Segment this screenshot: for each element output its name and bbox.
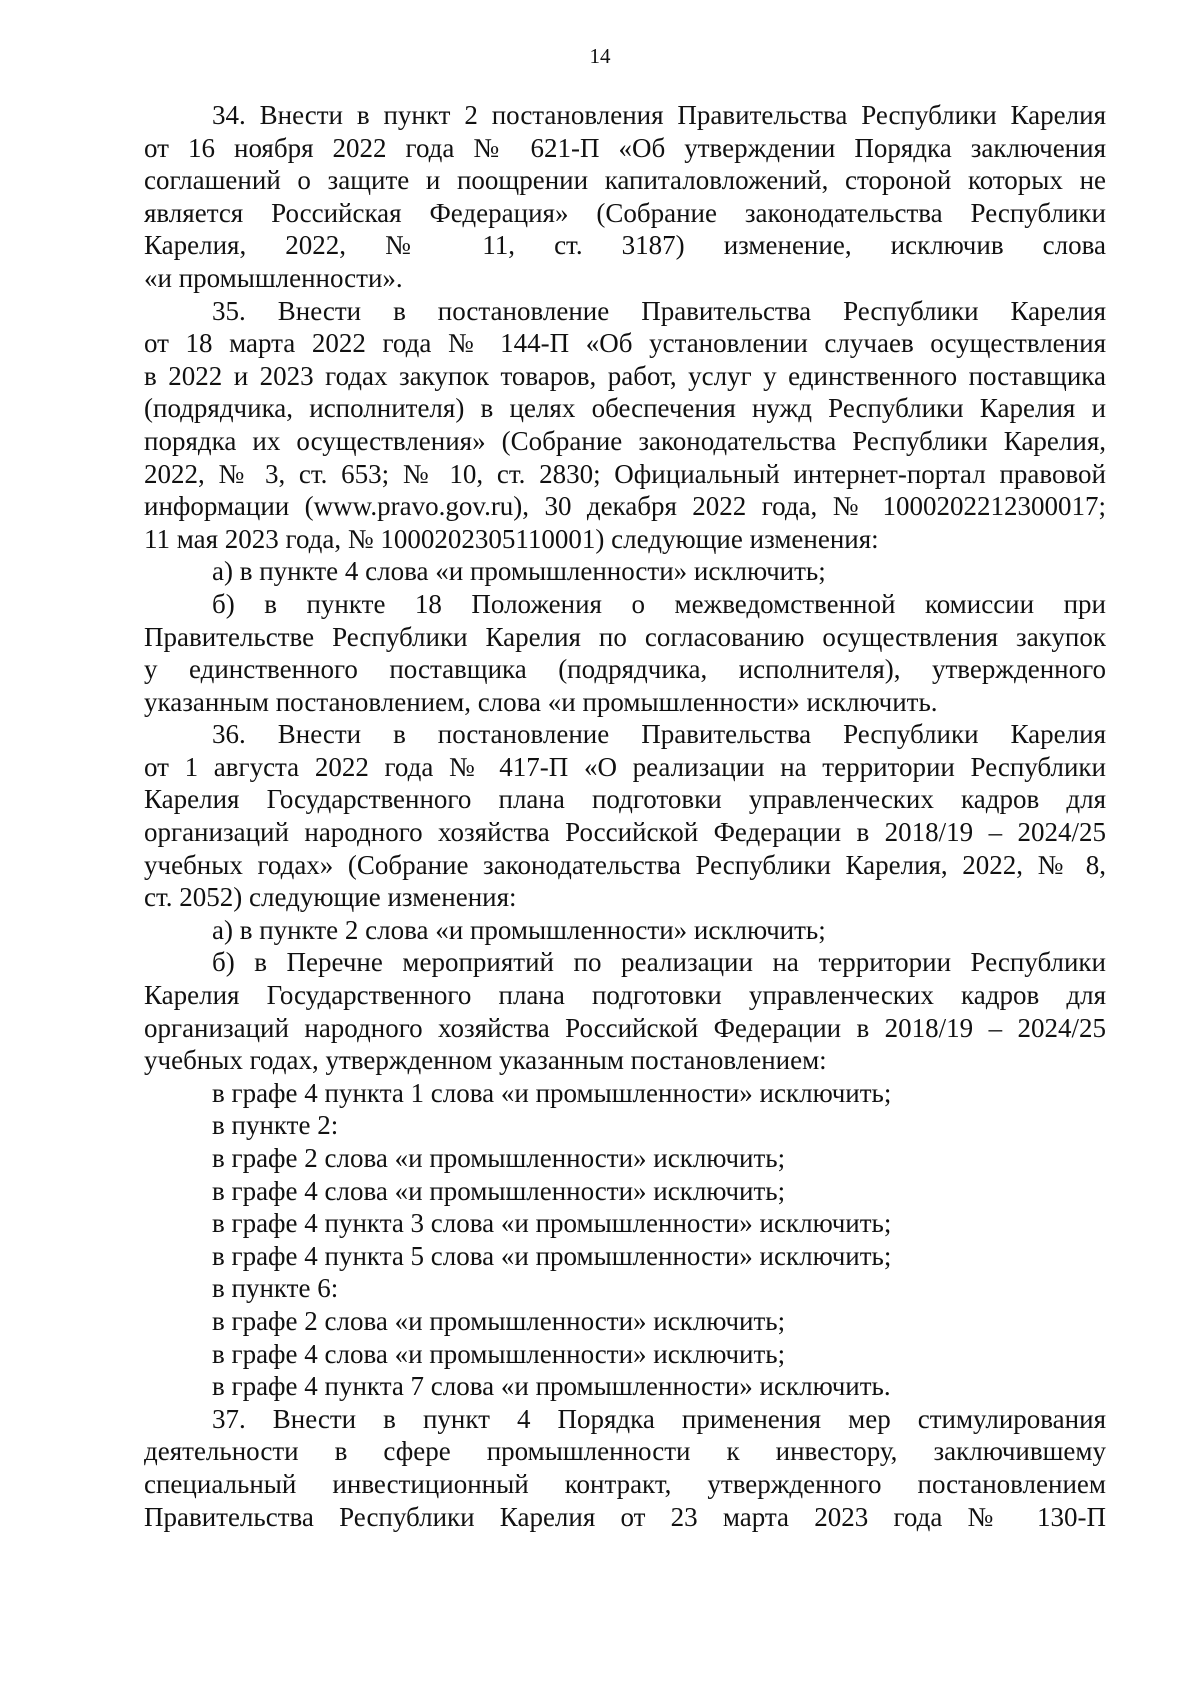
text-line: порядка их осуществления» (Собрание законодательства Республики Карелия, — [144, 425, 1106, 456]
text-line: 2022, № 3, ст. 653; № 10, ст. 2830; Официальный интернет-портал правовой — [144, 458, 1106, 489]
text-line: Правительстве Республики Карелия по согласованию осуществления закупок — [144, 621, 1106, 652]
text-line: в графе 4 слова «и промышленности» исключить; — [212, 1175, 786, 1206]
text-line: Карелия, 2022, № 11, ст. 3187) изменение, исключив слова — [144, 230, 1106, 261]
text-line: от 18 марта 2022 года № 144-П «Об установлении случаев осуществления — [144, 328, 1106, 359]
text-line: 34. Внести в пункт 2 постановления Правительства Республики Карелия — [212, 100, 1106, 130]
text-line: в графе 2 слова «и промышленности» исключить; — [212, 1305, 786, 1336]
text-line: 11 мая 2023 года, № 1000202305110001) следующие изменения: — [144, 523, 879, 554]
text-line: специальный инвестиционный контракт, утвержденного постановлением — [144, 1468, 1106, 1499]
text-line: в 2022 и 2023 годах закупок товаров, работ, услуг у единственного поставщика — [144, 360, 1106, 391]
text-line: 36. Внести в постановление Правительства Республики Карелия — [212, 719, 1106, 750]
text-line: у единственного поставщика (подрядчика, исполнителя), утвержденного — [144, 654, 1106, 685]
text-line: а) в пункте 2 слова «и промышленности» исключить; — [212, 914, 826, 945]
text-line: деятельности в сфере промышленности к инвестору, заключившему — [144, 1436, 1106, 1467]
text-line: в графе 4 пункта 3 слова «и промышленности» исключить; — [212, 1208, 892, 1239]
text-line: ст. 2052) следующие изменения: — [144, 882, 517, 913]
text-line: в графе 4 пункта 7 слова «и промышленности» исключить. — [212, 1371, 891, 1402]
text-line: соглашений о защите и поощрении капиталовложений, стороной которых не — [144, 165, 1106, 196]
text-line: «и промышленности». — [144, 262, 403, 293]
document-body — [144, 99, 1106, 1533]
text-line: является Российская Федерация» (Собрание законодательства Республики — [144, 197, 1106, 228]
text-line: организаций народного хозяйства Российской Федерации в 2018/19 – 2024/25 — [144, 1012, 1106, 1043]
text-line: в пункте 2: — [212, 1110, 339, 1141]
text-line: в пункте 6: — [212, 1273, 339, 1304]
text-line: от 16 ноября 2022 года № 621-П «Об утверждении Порядка заключения — [144, 132, 1106, 163]
text-line: (подрядчика, исполнителя) в целях обеспечения нужд Республики Карелия и — [144, 393, 1106, 424]
text-line: указанным постановлением, слова «и промышленности» исключить. — [144, 686, 938, 717]
text-line: б) в Перечне мероприятий по реализации на территории Республики — [212, 947, 1106, 978]
text-line: б) в пункте 18 Положения о межведомственной комиссии при — [212, 588, 1106, 619]
text-line: 37. Внести в пункт 4 Порядка применения мер стимулирования — [212, 1403, 1106, 1434]
text-line: Правительства Республики Карелия от 23 марта 2023 года № 130-П — [144, 1501, 1106, 1532]
text-line: Карелия Государственного плана подготовки управленческих кадров для — [144, 784, 1106, 815]
text-line: учебных годах» (Собрание законодательства Республики Карелия, 2022, № 8, — [144, 849, 1106, 880]
text-line: организаций народного хозяйства Российской Федерации в 2018/19 – 2024/25 — [144, 817, 1106, 848]
text-line: в графе 4 слова «и промышленности» исключить; — [212, 1338, 786, 1369]
text-line: в графе 2 слова «и промышленности» исключить; — [212, 1143, 786, 1173]
text-line: учебных годах, утвержденном указанным постановлением: — [144, 1045, 827, 1076]
text-line: в графе 4 пункта 1 слова «и промышленности» исключить; — [212, 1077, 892, 1108]
page-number: 14 — [589, 44, 611, 68]
text-line: 35. Внести в постановление Правительства Республики Карелия — [212, 295, 1106, 326]
text-line: от 1 августа 2022 года № 417-П «О реализации на территории Республики — [144, 751, 1106, 782]
text-line: Карелия Государственного плана подготовки управленческих кадров для — [144, 980, 1106, 1011]
text-line: информации (www.pravo.gov.ru), 30 декабря 2022 года, № 1000202212300017; — [144, 491, 1106, 522]
text-line: в графе 4 пункта 5 слова «и промышленности» исключить; — [212, 1240, 892, 1271]
text-line: а) в пункте 4 слова «и промышленности» исключить; — [212, 556, 826, 587]
